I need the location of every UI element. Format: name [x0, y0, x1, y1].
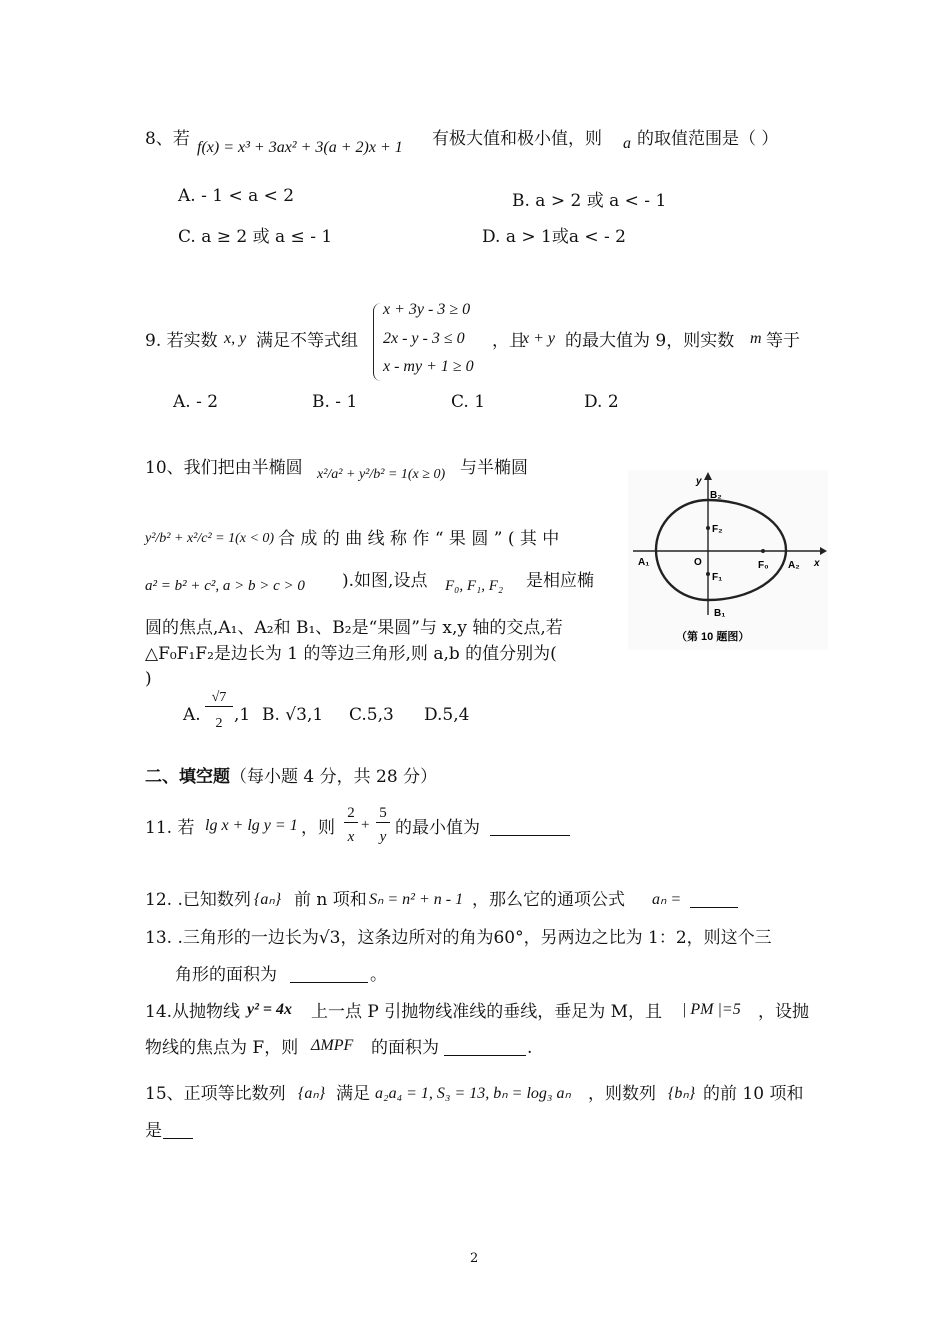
- q9-inequality-2: 2x - y - 3 ≤ 0: [383, 330, 465, 347]
- q12-text3: ，那么它的通项公式: [472, 890, 625, 910]
- q8-var: a: [623, 135, 631, 152]
- label-y: y: [696, 476, 702, 487]
- q9-option-a: A. - 2: [173, 392, 219, 412]
- q11-text3: 的最小值为: [395, 818, 480, 838]
- q9-option-d: D. 2: [584, 392, 619, 412]
- q11-text1: 11. 若: [145, 818, 195, 838]
- q14-line2-b: 的面积为: [371, 1038, 439, 1058]
- q10-line1-a: 10、我们把由半椭圆: [145, 458, 303, 478]
- q8-option-d: D. a > 1或a < - 2: [482, 227, 626, 247]
- q9-label: 9. 若实数: [145, 331, 218, 351]
- q15-line1-c: ，则数列: [588, 1084, 656, 1104]
- q11-frac2-numerator: 5: [376, 805, 390, 823]
- q10-option-a-tail: ,1: [234, 705, 251, 725]
- q15-blank-line: [163, 1120, 193, 1139]
- q9-text2: ，且: [492, 331, 526, 351]
- q14-line2-a: 物线的焦点为 F，则: [145, 1038, 299, 1058]
- q8-option-b: B. a > 2 或 a < - 1: [512, 191, 667, 211]
- label-b1: B₁: [714, 608, 726, 619]
- f1-point: [706, 572, 710, 576]
- q9-text1: 满足不等式组: [256, 331, 358, 351]
- q15-line2: 是: [145, 1121, 162, 1141]
- q10-ellipse1: x²/a² + y²/b² = 1(x ≥ 0): [317, 467, 446, 482]
- q10-option-a-numerator: √7: [205, 690, 233, 707]
- q12-text2: 前 n 项和: [294, 890, 367, 910]
- fruit-ellipse-figure: [628, 470, 828, 650]
- label-f0: F₀: [758, 560, 769, 571]
- q11-blank-line: [490, 817, 570, 836]
- q13-line2: 角形的面积为: [175, 965, 277, 985]
- label-x: x: [814, 558, 820, 569]
- q10-line2-text: 合 成 的 曲 线 称 作 “ 果 圆 ” ( 其 中: [278, 529, 560, 549]
- q12-text1: 12. .已知数列: [145, 890, 251, 910]
- q9-text3: 的最大值为 9，则实数: [565, 331, 735, 351]
- q10-foci: F₀, F₁, F₂: [445, 578, 504, 594]
- q9-inequality-1: x + 3y - 3 ≥ 0: [383, 301, 471, 318]
- q15-line1-a: 15、正项等比数列: [145, 1084, 286, 1104]
- q10-option-a-label: A.: [183, 705, 201, 725]
- q13-blank-line: [290, 964, 368, 983]
- q9-option-b: B. - 1: [312, 392, 358, 412]
- q11-plus: +: [361, 817, 370, 833]
- q10-option-a-denominator: 2: [215, 716, 223, 731]
- q10-ellipse2: y²/b² + x²/c² = 1(x < 0): [145, 531, 275, 546]
- q11-frac2-denominator: y: [379, 829, 387, 845]
- f0-point: [761, 549, 765, 553]
- q9-expr: x + y: [522, 330, 555, 347]
- q12-sum: Sₙ = n² + n - 1: [369, 891, 464, 908]
- label-f2: F₂: [712, 524, 723, 535]
- q8-formula: f(x) = x³ + 3ax² + 3(a + 2)x + 1: [197, 139, 403, 156]
- figure-caption: （第 10 题图）: [676, 631, 750, 643]
- q10-line4: 圆的焦点,A₁、A₂和 B₁、B₂是“果圆”与 x,y 轴的交点,若: [145, 618, 563, 638]
- page-number: 2: [470, 1251, 479, 1266]
- q15-seq: {aₙ}: [298, 1085, 326, 1102]
- q13-line1: 13. .三角形的一边长为√3，这条边所对的角为60°，另两边之比为 1：2，则这个三: [145, 928, 772, 948]
- q13-answer-blank[interactable]: [290, 964, 368, 983]
- q10-condition: a² = b² + c², a > b > c > 0: [145, 578, 305, 594]
- label-o: O: [694, 557, 702, 568]
- q9-vars: x, y: [224, 330, 247, 347]
- q8-text: 有极大值和极小值，则: [432, 129, 602, 149]
- q14-line1-c: ，设抛: [758, 1002, 809, 1022]
- q14-blank-line: [444, 1037, 526, 1056]
- q10-option-c: C.5,3: [349, 705, 394, 725]
- label-a1: A₁: [638, 557, 650, 568]
- q15-line1-b: 满足: [336, 1084, 370, 1104]
- q10-line1-b: 与半椭圆: [460, 458, 528, 478]
- q9-text4: 等于: [766, 331, 800, 351]
- q10-line3-text: ).如图,设点: [342, 571, 428, 591]
- f2-point: [706, 526, 710, 530]
- q8-tail: 的取值范围是（ ）: [637, 129, 779, 149]
- q11-answer-blank[interactable]: [490, 817, 570, 836]
- q14-answer-blank[interactable]: [444, 1037, 526, 1056]
- q8-label: 8、若: [145, 129, 190, 149]
- section-2-heading: [145, 766, 437, 788]
- q9-system-brace: [373, 303, 382, 381]
- section-2-note: （每小题 4 分，共 28 分）: [230, 767, 438, 787]
- q15-seq2: {bₙ}: [668, 1085, 696, 1102]
- q9-var-m: m: [750, 330, 762, 347]
- label-a2: A₂: [788, 560, 800, 571]
- q14-pm: | PM |=5: [682, 1001, 741, 1018]
- q12-blank-line: [690, 889, 738, 908]
- q9-option-c: C. 1: [451, 392, 486, 412]
- q10-option-b: B. √3,1: [262, 705, 324, 725]
- q14-line1-b: 上一点 P 引抛物线准线的垂线，垂足为 M，且: [311, 1002, 663, 1022]
- q15-condition: a₂a₄ = 1, S₃ = 13, bₙ = log₃ aₙ: [375, 1085, 571, 1102]
- q15-answer-blank[interactable]: [163, 1120, 193, 1139]
- q8-option-a: A. - 1 < a < 2: [178, 186, 295, 206]
- q14-triangle: ΔMPF: [311, 1037, 354, 1054]
- label-b2: B₂: [710, 490, 722, 501]
- q11-frac1-numerator: 2: [344, 805, 358, 823]
- q9-inequality-3: x - my + 1 ≥ 0: [383, 358, 474, 375]
- q8-option-c: C. a ≥ 2 或 a ≤ - 1: [178, 227, 333, 247]
- label-f1: F₁: [712, 572, 723, 583]
- q10-line5: △F₀F₁F₂是边长为 1 的等边三角形,则 a,b 的值分别为(: [145, 644, 557, 664]
- q14-line2-end: .: [527, 1038, 533, 1058]
- q11-condition: lg x + lg y = 1: [205, 817, 298, 834]
- q12-seq: {aₙ}: [254, 891, 282, 908]
- q10-line6: ): [145, 669, 152, 689]
- q12-an: aₙ =: [652, 891, 682, 908]
- section-2-title: 二、填空题: [145, 767, 230, 787]
- q14-line1-a: 14.从抛物线: [145, 1002, 241, 1022]
- q13-line2-end: 。: [370, 965, 387, 985]
- q14-parabola: y² = 4x: [247, 1001, 293, 1018]
- q11-frac1-denominator: x: [347, 829, 355, 845]
- q10-line3-tail: 是相应椭: [526, 571, 594, 591]
- q11-text2: ，则: [301, 818, 335, 838]
- q12-answer-blank[interactable]: [690, 889, 738, 908]
- q15-line1-d: 的前 10 项和: [703, 1084, 804, 1104]
- q10-option-d: D.5,4: [424, 705, 470, 725]
